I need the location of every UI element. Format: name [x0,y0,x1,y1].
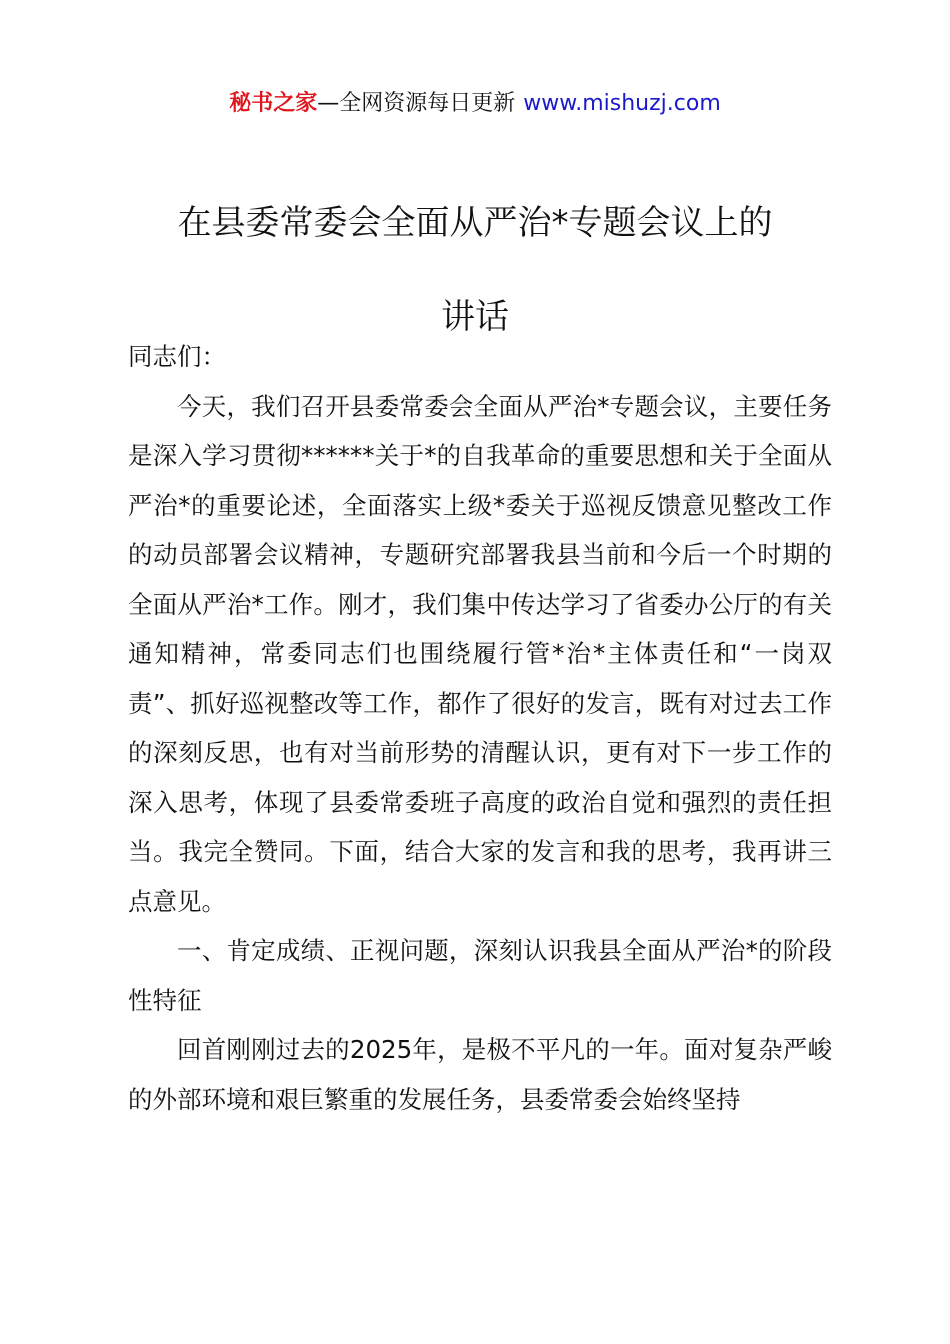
paragraph: 今天，我们召开县委常委会全面从严治*专题会议，主要任务是深入学习贯彻******关于*的自我革命的重要思想和关于全面从严治*的重要论述，全面落实上级*委关于巡视反馈意见整改工作的动员部署会议精神，专题研究部署我县当前和今后一个时期的全面从严治*工作。刚才，我们集中传达学习了省委办公厅的有关通知精神，常委同志们也围绕履行管*治*主体责任和“一岗双责”、抓好巡视整改等工作，都作了很好的发言，既有对过去工作的深刻反思，也有对当前形势的清醒认识，更有对下一步工作的深入思考，体现了县委常委班子高度的政治自觉和强烈的责任担当。我完全赞同。下面，结合大家的发言和我的思考，我再讲三点意见。 [128,391,832,916]
section-heading: 一、肯定成绩、正视问题，深刻认识我县全面从严治*的阶段性特征 [128,936,832,1015]
header-slogan: —全网资源每日更新 [317,91,516,116]
document-body [128,332,832,1124]
paragraph: 回首刚刚过去的2025年，是极不平凡的一年。面对复杂严峻的外部环境和艰巨繁重的发展任务，县委常委会始终坚持 [128,1035,832,1114]
site-url-link[interactable]: www.mishuzj.com [523,91,721,116]
site-header [0,86,950,122]
title-line-1: 在县委常委会全面从严治*专题会议上的 [177,203,773,243]
title-line-2: 讲话 [441,297,509,337]
salutation: 同志们： [128,342,226,371]
brand-name: 秘书之家 [229,91,318,116]
